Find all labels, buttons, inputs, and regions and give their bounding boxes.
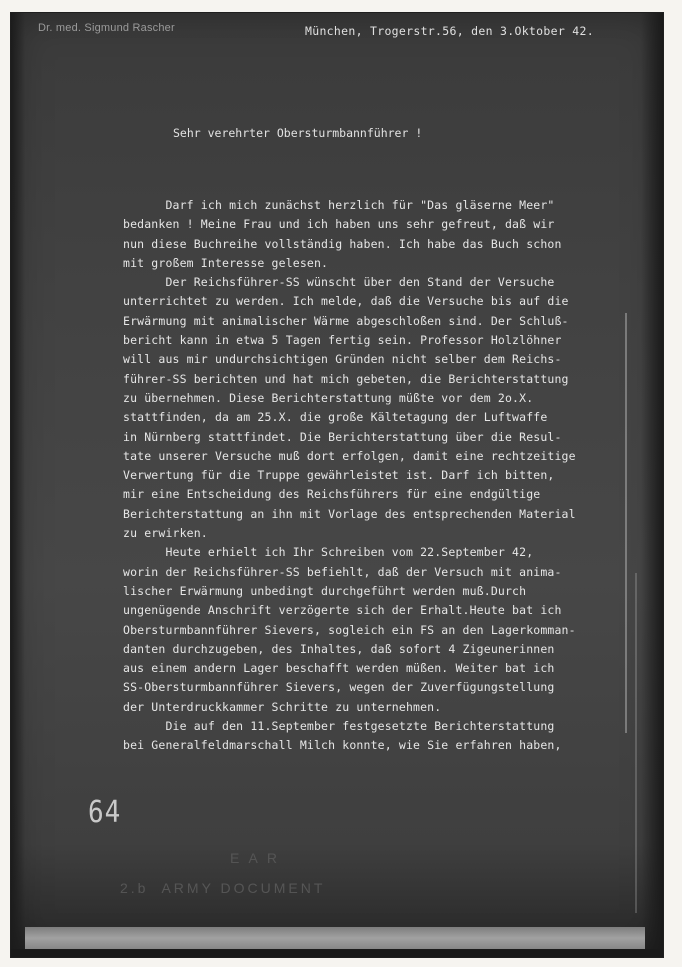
text-line: Die auf den 11.September festgesetzte Berichterstattung (123, 719, 555, 734)
text-line: aus einem andern Lager beschafft werden müßen. Weiter bat ich (123, 661, 555, 676)
text-line: Darf ich mich zunächst herzlich für "Das gläserne Meer" (123, 198, 555, 212)
text-line: zu erwirken. (123, 526, 208, 541)
text-line: unterrichtet zu werden. Ich melde, daß die Versuche bis auf die (123, 294, 569, 309)
text-line: SS-Obersturmbannführer Sievers, wegen der Zuverfügungstellung (123, 680, 555, 695)
bottom-light-strip (25, 927, 645, 949)
text-line: zu übernehmen. Diese Berichterstattung müßte vor dem 2o.X. (123, 390, 534, 405)
text-line: der Unterdruckkammer Schritte zu unternehmen. (123, 699, 442, 714)
place-and-date: München, Trogerstr.56, den 3.Oktober 42. (305, 24, 594, 38)
text-line: bericht kann in etwa 5 Tagen fertig sein. Professor Holzlöhner (123, 333, 562, 348)
text-line: Berichterstattung an ihn mit Vorlage des entsprechenden Material (123, 506, 576, 521)
text-line: führer-SS berichten und hat mich gebeten, die Berichterstattung (123, 371, 569, 386)
left-edge-shadow (11, 13, 25, 957)
text-line: Der Reichsführer-SS wünscht über den Stand der Versuche (123, 275, 555, 290)
body-paragraph (123, 543, 653, 717)
text-line: Erwärmung mit animalischer Wärme abgeschloßen sind. Der Schluß- (123, 313, 569, 328)
text-line: lischer Erwärmung unbedingt durchgeführt werden muß.Durch (123, 583, 527, 598)
text-line: mit großem Interesse gelesen. (123, 255, 329, 270)
text-line: mir eine Entscheidung des Reichsführers für eine endgültige (123, 487, 541, 502)
text-line: will aus mir undurchsichtigen Gründen nicht selber dem Reichs- (123, 352, 562, 367)
text-line: nun diese Buchreihe vollständig haben. Ich habe das Buch schon (123, 236, 562, 251)
text-line: ungenügende Anschrift verzögerte sich der Erhalt.Heute bat ich (123, 603, 562, 618)
text-line: Obersturmbannführer Sievers, sogleich ein FS an den Lagerkomman- (123, 622, 576, 637)
text-line: danten durchzugeben, des Inhaltes, daß sofort 4 Zigeunerinnen (123, 641, 555, 656)
text-line: bedanken ! Meine Frau und ich haben uns sehr gefreut, daß wir (123, 217, 555, 232)
salutation: Sehr verehrter Obersturmbannführer ! (173, 126, 423, 140)
page-number: 64 (88, 795, 122, 831)
ghost-stamp-text: E A R (230, 850, 281, 866)
body-paragraph (123, 717, 653, 756)
ghost-stamp-text: 2.b ARMY DOCUMENT (120, 880, 326, 896)
text-line: Heute erhielt ich Ihr Schreiben vom 22.September 42, (123, 545, 534, 560)
text-line: Verwertung für die Truppe gewährleistet ist. Darf ich bitten, (123, 468, 555, 483)
text-line: in Nürnberg stattfindet. Die Berichterstattung über die Resul- (123, 429, 562, 444)
body-paragraph (123, 196, 653, 273)
text-line: worin der Reichsführer-SS befiehlt, daß der Versuch mit anima- (123, 564, 562, 579)
text-line: stattfinden, da am 25.X. die große Kältetagung der Luftwaffe (123, 410, 548, 425)
letterhead: Dr. med. Sigmund Rascher (38, 22, 175, 34)
text-line: bei Generalfeldmarschall Milch konnte, wie Sie erfahren haben, (123, 738, 562, 753)
text-line: tate unserer Versuche muß dort erfolgen, damit eine rechtzeitige (123, 448, 576, 463)
body-paragraph (123, 273, 653, 543)
bottom-dark-strip (11, 949, 663, 957)
letter-body (123, 196, 653, 756)
